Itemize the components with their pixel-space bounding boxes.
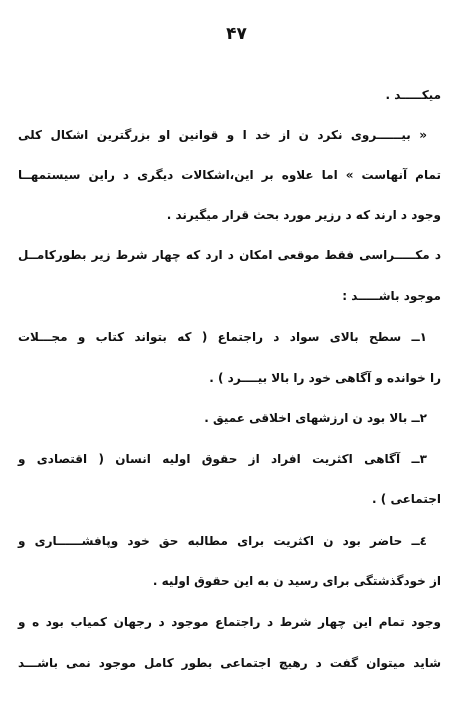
text-line-15: شاید میتوان گفت د رهیچ اجتماعی بطور کامل موجود نمی باشـــد xyxy=(18,656,441,670)
text-line-3: تمام آنهاست » اما علاوه بر این،اشکالات دیگری د راین سیستمهــا xyxy=(18,168,441,182)
text-line-5: د مکـــــراسی فقط موقعی امکان د ارد که چهار شرط زیر بطورکامــل xyxy=(18,248,441,262)
text-line-13: از خودگذشتگی برای رسید ن به این حقوق اولیه . xyxy=(152,574,441,588)
text-line-1: میکـــــد . xyxy=(385,88,441,102)
text-line-7: ۱ــ سطح بالای سواد د راجتماع ( که بتواند کتاب و مجـــلات xyxy=(18,330,427,344)
text-line-2: « بیــــــروی نکرد ن از خد ا و قوانین او بزرگترین اشکال کلی xyxy=(18,128,427,142)
text-line-11: اجتماعی ) . xyxy=(372,492,441,506)
text-line-9: ۲ــ بالا بود ن ارزشهای اخلاقی عمیق . xyxy=(204,411,427,425)
text-line-4: وجود د ارند که د رزیر مورد بحث قرار میگیرند . xyxy=(166,208,441,222)
text-line-10: ۳ــ آگاهی اکثریت افراد از حقوق اولیه انسان ( اقتصادی و xyxy=(18,452,427,466)
page-number: ۴۷ xyxy=(226,24,247,44)
text-line-6: موجود باشـــــد : xyxy=(342,289,441,303)
text-line-14: وجود تمام این چهار شرط د راجتماع موجود د رجهان کمیاب بود ه و xyxy=(18,615,441,629)
text-line-12: ٤ــ حاضر بود ن اکثریت برای مطالبه حق خود وپافشــــــاری و xyxy=(18,534,427,548)
text-line-8: را خوانده و آگاهی خود را بالا بیــــرد ) . xyxy=(209,371,441,385)
